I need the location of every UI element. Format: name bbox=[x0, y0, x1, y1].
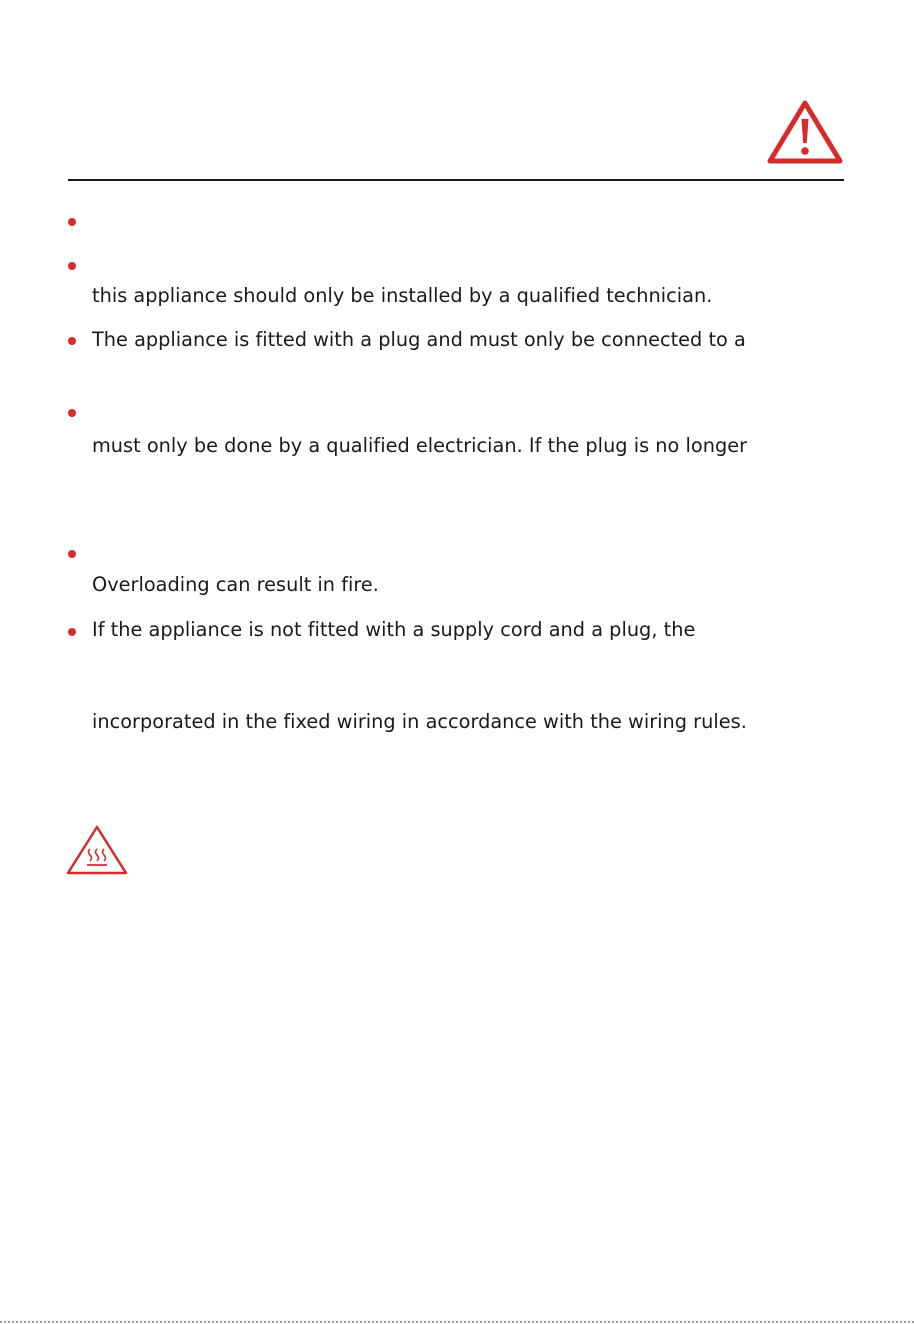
page-bottom-border bbox=[0, 1321, 914, 1323]
bullet bbox=[68, 262, 76, 270]
bullet bbox=[68, 628, 76, 636]
text-line: this appliance should only be installed by a qualified technician. bbox=[92, 284, 713, 307]
text-line: incorporated in the fixed wiring in accordance with the wiring rules. bbox=[92, 710, 747, 733]
text-line: If the appliance is not fitted with a supply cord and a plug, the bbox=[92, 618, 696, 641]
bullet bbox=[68, 337, 76, 345]
warning-triangle-icon bbox=[766, 98, 844, 166]
bullet bbox=[68, 409, 76, 417]
text-line: must only be done by a qualified electrician. If the plug is no longer bbox=[92, 434, 748, 457]
text-line: The appliance is fitted with a plug and must only be connected to a bbox=[92, 328, 746, 351]
bullet bbox=[68, 218, 76, 226]
header-rule bbox=[68, 179, 844, 181]
hot-surface-icon bbox=[66, 825, 128, 875]
text-line: Overloading can result in fire. bbox=[92, 573, 379, 596]
bullet bbox=[68, 550, 76, 558]
